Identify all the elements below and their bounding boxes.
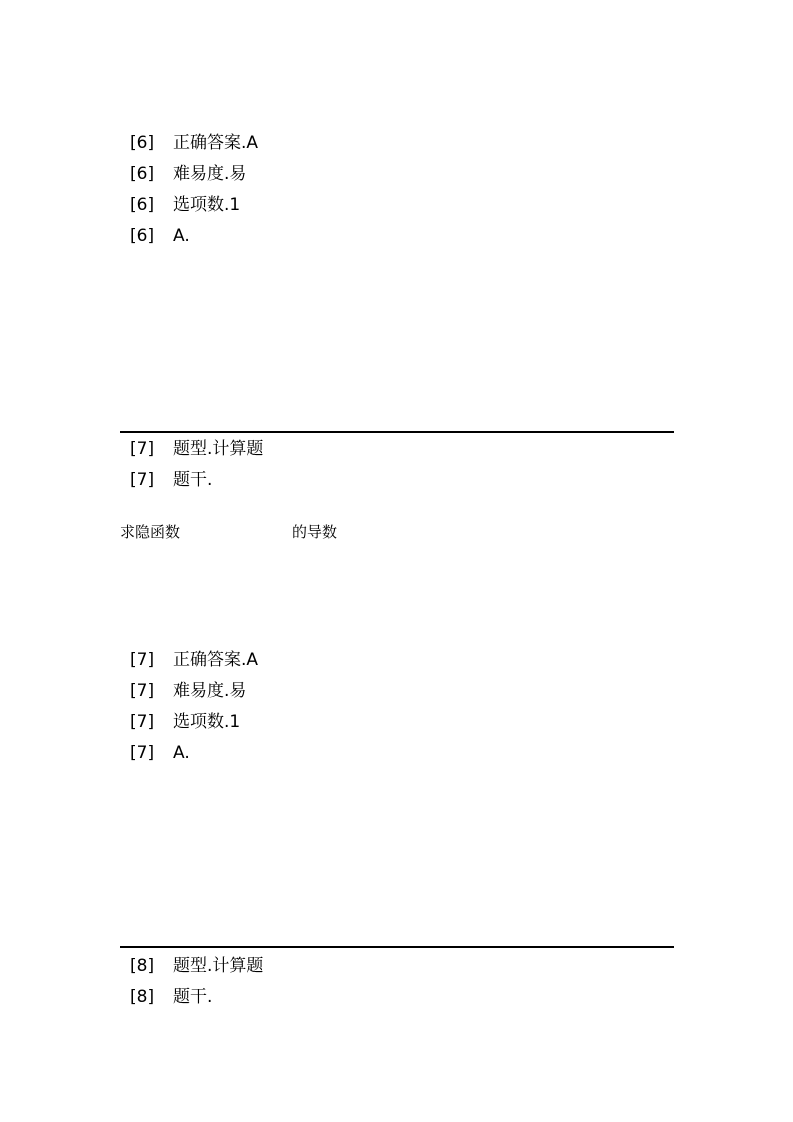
q6-tag: [6] — [130, 164, 155, 184]
q6-option-a: A. — [173, 226, 190, 246]
q7-tag: [7] — [130, 743, 155, 763]
q7-tag: [7] — [130, 439, 155, 459]
q7-tag: [7] — [130, 470, 155, 490]
q7-tag: [7] — [130, 712, 155, 732]
q6-tag: [6] — [130, 195, 155, 215]
q8-tag: [8] — [130, 987, 155, 1007]
q7-difficulty: 难易度.易 — [173, 681, 247, 701]
q8-stem-label: 题干. — [173, 987, 213, 1007]
q6-difficulty: 难易度.易 — [173, 164, 247, 184]
q6-answer: 正确答案.A — [173, 133, 259, 153]
q8-tag: [8] — [130, 956, 155, 976]
q7-stem-right: 的导数 — [292, 523, 338, 541]
q7-stem-left: 求隐函数 — [120, 523, 181, 541]
separator-rule — [120, 431, 674, 433]
q7-tag: [7] — [130, 650, 155, 670]
q7-type: 题型.计算题 — [173, 439, 264, 459]
q7-answer: 正确答案.A — [173, 650, 259, 670]
q6-tag: [6] — [130, 226, 155, 246]
q7-option-count: 选项数.1 — [173, 712, 241, 732]
q6-tag: [6] — [130, 133, 155, 153]
separator-rule — [120, 946, 674, 948]
q7-option-a: A. — [173, 743, 190, 763]
q7-stem-label: 题干. — [173, 470, 213, 490]
q8-type: 题型.计算题 — [173, 956, 264, 976]
q7-tag: [7] — [130, 681, 155, 701]
q6-option-count: 选项数.1 — [173, 195, 241, 215]
